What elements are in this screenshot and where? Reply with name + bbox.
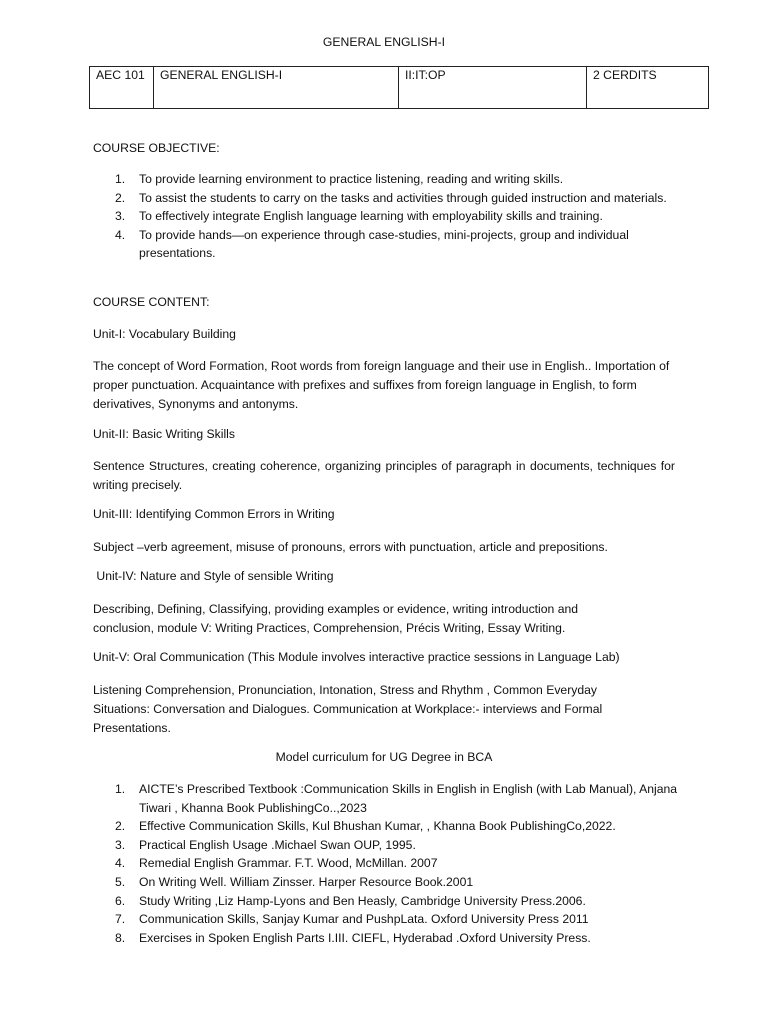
list-item [93, 910, 683, 929]
list-text: To effectively integrate English language learning with employability skills and training. [139, 209, 603, 224]
list-text: Communication Skills, Sanjay Kumar and PushpLata. Oxford University Press 2011 [139, 912, 589, 927]
list-item [93, 892, 683, 911]
content-heading: COURSE CONTENT: [93, 295, 210, 309]
list-item [93, 929, 683, 948]
unit-body: Sentence Structures, creating coherence, organizing principles of paragraph in documents, techniques for writing precisely. [93, 459, 675, 492]
list-number: 4. [115, 227, 126, 242]
unit-body: Describing, Defining, Classifying, providing examples or evidence, writing introduction and conclusion, module V: Writing Practices, Comprehension, Précis Writing, Essay Writing. [93, 602, 579, 635]
list-number: 3. [115, 837, 126, 852]
list-item [93, 207, 683, 226]
list-number: 1. [115, 172, 126, 186]
list-text: AICTE’s Prescribed Textbook :Communication Skills in English in English (with Lab Manual), Anjana Tiwari , Khanna Book PublishingCo..,2023 [139, 782, 678, 815]
list-number: 1. [115, 782, 126, 796]
table-row [90, 67, 709, 109]
course-code-cell: AEC 101 [90, 67, 154, 109]
list-text: To assist the students to carry on the tasks and activities through guided instruction and materials. [139, 190, 667, 205]
credits-cell: 2 CERDITS [587, 67, 709, 109]
list-text: Practical English Usage .Michael Swan OUP, 1995. [139, 837, 416, 852]
list-number: 8. [115, 930, 126, 945]
list-item [93, 780, 683, 817]
list-number: 3. [115, 209, 126, 224]
list-text: Exercises in Spoken English Parts I.III. CIEFL, Hyderabad .Oxford University Press. [139, 930, 591, 945]
objectives-list [93, 170, 683, 263]
list-text: Effective Communication Skills, Kul Bhushan Kumar, , Khanna Book PublishingCo,2022. [139, 819, 616, 834]
list-number: 4. [115, 856, 126, 871]
list-text: Remedial English Grammar. F.T. Wood, McMillan. 2007 [139, 856, 438, 871]
list-text: To provide hands—on experience through case-studies, mini-projects, group and individual presentations. [139, 227, 629, 261]
unit-body: Subject –verb agreement, misuse of pronouns, errors with punctuation, article and prepositions. [93, 540, 608, 554]
course-name-cell: GENERAL ENGLISH-I [154, 67, 399, 109]
unit-heading: Unit-V: Oral Communication (This Module involves interactive practice sessions in Language Lab) [93, 650, 620, 664]
list-number: 2. [115, 190, 126, 205]
list-item [93, 170, 683, 189]
list-number: 7. [115, 912, 126, 927]
list-number: 2. [115, 819, 126, 834]
list-item [93, 189, 683, 208]
list-number: 6. [115, 893, 126, 908]
references-list [93, 780, 683, 947]
course-info-table [89, 66, 709, 109]
list-number: 5. [115, 874, 126, 889]
unit-heading: Unit-IV: Nature and Style of sensible Writing [93, 569, 334, 583]
unit-body: Listening Comprehension, Pronunciation, Intonation, Stress and Rhythm , Common Everyday Situations: Conversation and Dialogues. Communication at Workplace:- interviews and Formal Presentations. [93, 683, 603, 735]
page-title: GENERAL ENGLISH-I [322, 35, 446, 49]
unit-body: The concept of Word Formation, Root words from foreign language and their use in English.. Importation of proper punctuation. Acquaintance with prefixes and suffixes from foreign language in English, to form derivatives, Synonyms and antonyms. [93, 359, 670, 411]
list-item [93, 873, 683, 892]
list-item [93, 836, 683, 855]
list-item [93, 226, 683, 263]
objective-heading: COURSE OBJECTIVE: [93, 141, 220, 155]
list-text: Study Writing ,Liz Hamp-Lyons and Ben Heasly, Cambridge University Press.2006. [139, 893, 586, 908]
semester-cell: II:IT:OP [399, 67, 587, 109]
list-item [93, 817, 683, 836]
model-curriculum-heading: Model curriculum for UG Degree in BCA [275, 750, 493, 764]
unit-heading: Unit-III: Identifying Common Errors in Writing [93, 507, 335, 521]
unit-heading: Unit-I: Vocabulary Building [93, 327, 236, 341]
list-text: To provide learning environment to practice listening, reading and writing skills. [139, 172, 564, 186]
list-item [93, 854, 683, 873]
unit-heading: Unit-II: Basic Writing Skills [93, 427, 235, 441]
list-text: On Writing Well. William Zinsser. Harper Resource Book.2001 [139, 874, 474, 889]
